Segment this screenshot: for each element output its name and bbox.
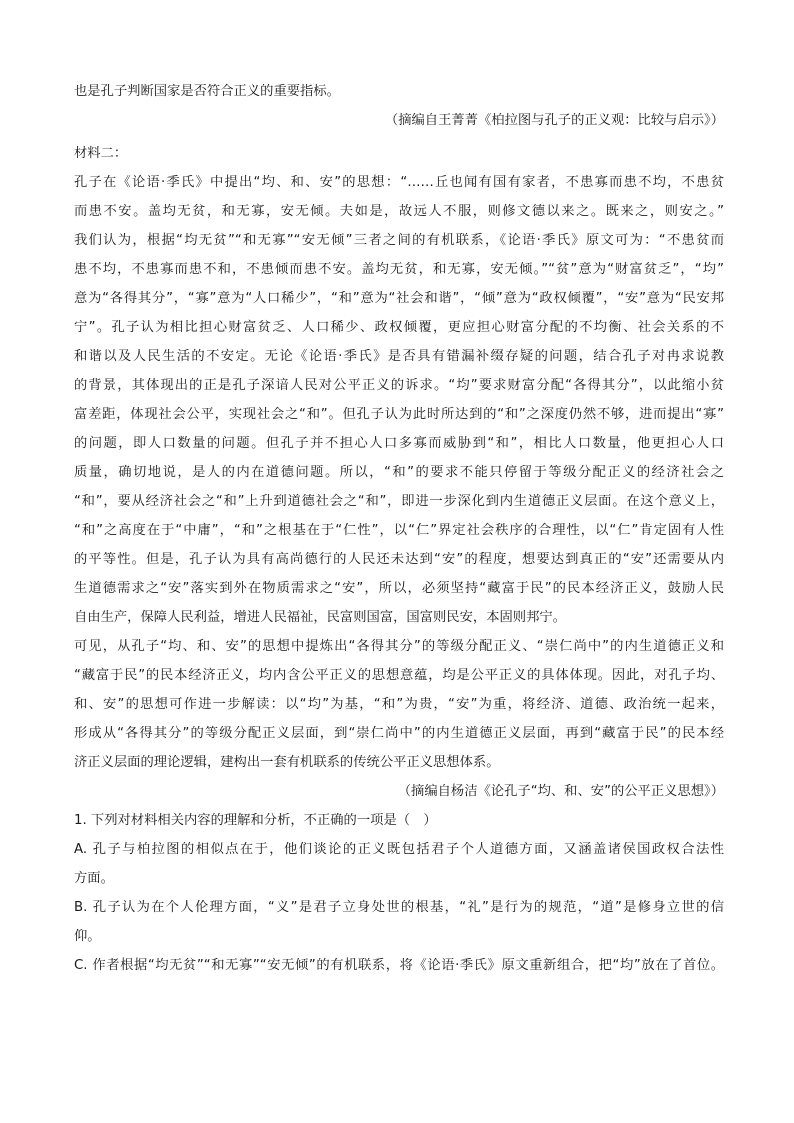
option-a: A. 孔子与柏拉图的相似点在于，他们谈论的正义既包括君子个人道德方面，又涵盖诸侯国政权合法性 [74,842,724,857]
body-line: 形成从“各得其分”的等级分配正义层面，到“崇仁尚中”的内生道德正义层面，再到“藏富于民”的民本经 [74,726,724,741]
body-line: 和谐以及人民生活的不安定。无论《论语·季氏》是否具有错漏补缀存疑的问题，结合孔子对冉求说教 [74,349,724,364]
option-b: B. 孔子认为在个人伦理方面，“义”是君子立身处世的根基，“礼”是行为的规范，“道”是修身立世的信 [74,900,724,915]
body-line: 富差距，体现社会公平，实现社会之“和”。但孔子认为此时所达到的“和”之深度仍然不够，进而提出“寡” [74,407,724,422]
body-line: 生道德需求之“安”落实到外在物质需求之“安”，所以，必须坚持“藏富于民”的民本经济正义，鼓励人民 [74,581,724,596]
body-line: “和”之高度在于“中庸”，“和”之根基在于“仁性”，以“仁”界定社会秩序的合理性，以“仁”肯定固有人性 [74,523,724,538]
body-line: 患不均，不患寡而患不和，不患倾而患不安。盖均无贫，和无寡，安无倾。”“贫”意为“财富贫乏”，“均” [74,262,724,277]
body-line: 可见，从孔子“均、和、安”的思想中提炼出“各得其分”的等级分配正义、“崇仁尚中”的内生道德正义和 [74,639,724,654]
body-line: 济正义层面的理论逻辑，建构出一套有机联系的传统公平正义思想体系。 [74,755,500,770]
source-citation: （摘编自杨洁《论孔子“均、和、安”的公平正义思想》） [397,784,724,799]
body-line: “和”，要从经济社会之“和”上升到道德社会之“和”，即进一步深化到内生道德正义层面。在这个意义上， [74,494,724,509]
body-line: 的背景，其体现出的正是孔子深谙人民对公平正义的诉求。“均”要求财富分配“各得其分”，以此缩小贫 [74,378,724,393]
body-line: 质量，确切地说，是人的内在道德问题。所以，“和”的要求不能只停留于等级分配正义的经济社会之 [74,465,724,480]
option-c: C. 作者根据“均无贫”“和无寡”“安无倾”的有机联系，将《论语·季氏》原文重新组合，把“均”放在了首位。 [74,958,724,973]
body-line: 意为“各得其分”，“寡”意为“人口稀少”，“和”意为“社会和谐”，“倾”意为“政权倾覆”，“安”意为“民安邦 [74,291,724,306]
body-line: 孔子在《论语·季氏》中提出“均、和、安”的思想：“……丘也闻有国有家者，不患寡而患不均，不患贫 [74,175,724,190]
section-heading: 材料二： [74,146,128,161]
option-b-continued: 仰。 [74,929,101,944]
source-citation: （摘编自王菁菁《柏拉图与孔子的正义观：比较与启示》） [384,113,724,128]
question-stem: 1. 下列对材料相关内容的理解和分析，不正确的一项是（ ） [74,813,437,828]
body-line: “藏富于民”的民本经济正义，均内含公平正义的思想意蕴，均是公平正义的具体体现。因此，对孔子均、 [74,668,724,683]
option-a-continued: 方面。 [74,871,114,886]
body-line: 宁”。孔子认为相比担心财富贫乏、人口稀少、政权倾覆，更应担心财富分配的不均衡、社会关系的不 [74,320,724,335]
body-line: 的平等性。但是，孔子认为具有高尚德行的人民还未达到“安”的程度，想要达到真正的“安”还需要从内 [74,552,724,567]
body-line: 自由生产，保障人民利益，增进人民福祉，民富则国富，国富则民安，本固则邦宁。 [74,610,566,625]
body-line: 和、安”的思想可作进一步解读：以“均”为基，“和”为贵，“安”为重，将经济、道德、政治统一起来， [74,697,724,712]
body-line: 也是孔子判断国家是否符合正义的重要指标。 [74,84,340,99]
body-line: 而患不安。盖均无贫，和无寡，安无倾。夫如是，故远人不服，则修文德以来之。既来之，则安之。” [74,204,724,219]
body-line: 我们认为，根据“均无贫”“和无寡”“安无倾”三者之间的有机联系，《论语·季氏》原文可为：“不患贫而 [74,233,724,248]
body-line: 的问题，即人口数量的问题。但孔子并不担心人口多寡而威胁到“和”，相比人口数量，他更担心人口 [74,436,724,451]
